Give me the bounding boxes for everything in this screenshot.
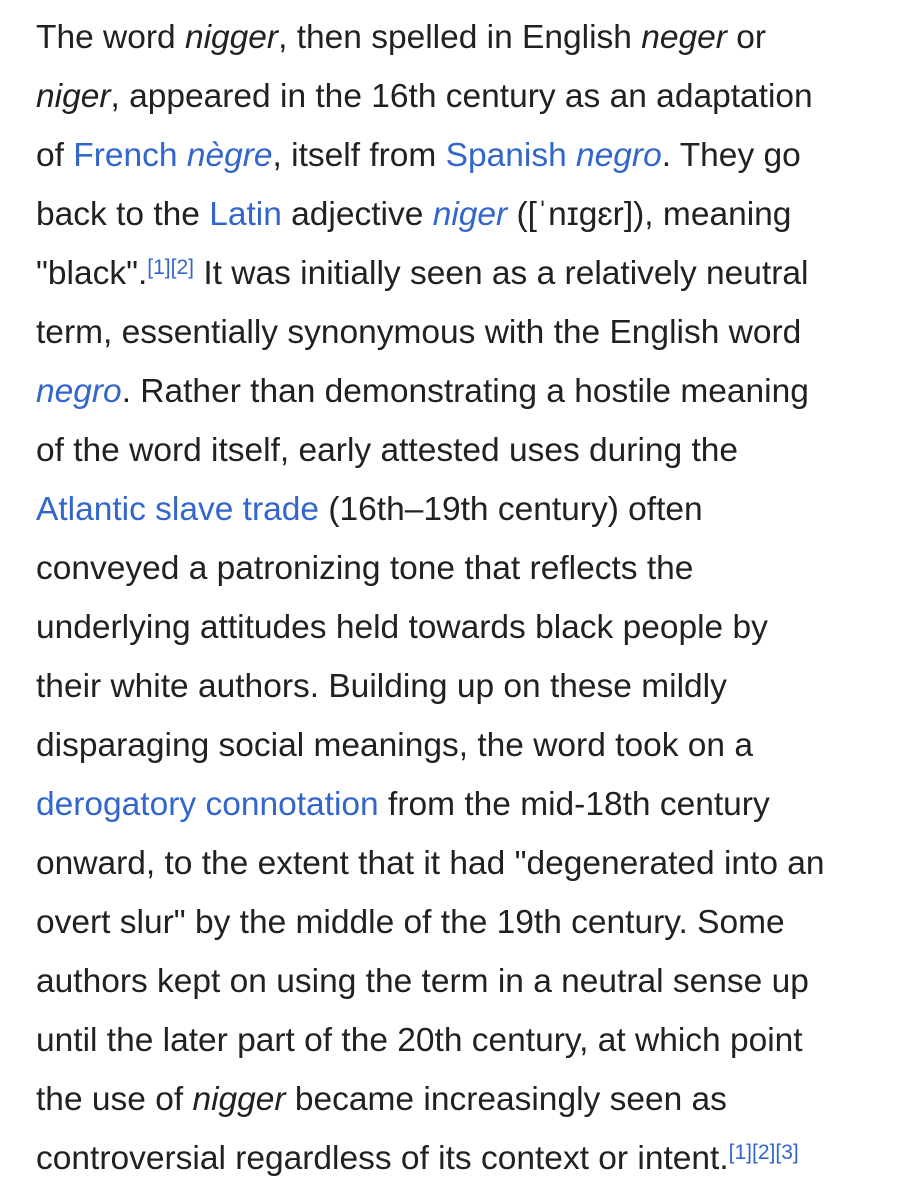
body-text: , appeared in the 16th century as an adaptation (110, 78, 813, 115)
citation-link[interactable]: [3] (775, 1140, 799, 1164)
paragraph-line (36, 421, 886, 480)
body-text: ), meaning (633, 196, 792, 233)
paragraph-line (36, 126, 886, 185)
derogatory-connotation-link[interactable]: derogatory connotation (36, 786, 379, 823)
paragraph-line (36, 185, 886, 244)
body-text: . Rather than demonstrating a hostile meaning (121, 373, 809, 410)
latin-language-link[interactable]: Latin (209, 196, 282, 233)
atlantic-slave-trade-link[interactable]: Atlantic slave trade (36, 491, 320, 528)
body-text: of (36, 137, 74, 174)
article-paragraph (36, 8, 886, 1188)
body-text: term, essentially synonymous with the English word (36, 314, 802, 351)
body-text: onward, to the extent that it had "degenerated into an (36, 845, 825, 882)
body-text: "black". (36, 255, 148, 292)
body-text: conveyed a patronizing tone that reflects the (36, 550, 694, 587)
body-text: or (726, 19, 767, 56)
italic-term: neger (641, 19, 727, 56)
body-text: adjective (281, 196, 433, 233)
body-text: authors kept on using the term in a neutral sense up (36, 963, 809, 1000)
french-language-link[interactable]: French (73, 137, 187, 174)
body-text: the use of (36, 1081, 193, 1118)
italic-term: nigger (184, 19, 279, 56)
body-text: controversial regardless of its context or intent. (36, 1140, 729, 1177)
paragraph-line (36, 303, 886, 362)
body-text: , then spelled in English (278, 19, 642, 56)
citation-link[interactable]: [1] (147, 255, 171, 279)
body-text: of the word itself, early attested uses during the (36, 432, 739, 469)
body-text: . They go (661, 137, 801, 174)
body-text: overt slur" by the middle of the 19th century. Some (36, 904, 785, 941)
negro-spanish-link[interactable]: negro (576, 137, 662, 174)
ipa-pronunciation: [ˈnɪɡɛr] (527, 196, 634, 233)
paragraph-line (36, 1129, 886, 1188)
citation-link[interactable]: [2] (752, 1140, 776, 1164)
paragraph-line (36, 1070, 886, 1129)
italic-term: nigger (192, 1081, 286, 1118)
paragraph-line (36, 952, 886, 1011)
body-text: disparaging social meanings, the word took on a (36, 727, 753, 764)
paragraph-line (36, 598, 886, 657)
paragraph-line (36, 480, 886, 539)
negro-link[interactable]: negro (36, 373, 122, 410)
paragraph-line (36, 716, 886, 775)
body-text: (16th–19th century) often (319, 491, 703, 528)
paragraph-line (36, 244, 886, 303)
body-text: It was initially seen as a relatively neutral (194, 255, 809, 292)
body-text: their white authors. Building up on these mildly (36, 668, 727, 705)
paragraph-line (36, 539, 886, 598)
paragraph-line (36, 834, 886, 893)
body-text: , itself from (272, 137, 446, 174)
citation-link[interactable]: [2] (170, 255, 195, 279)
body-text: from the mid-18th century (378, 786, 770, 823)
paragraph-line (36, 775, 886, 834)
body-text: became increasingly seen as (285, 1081, 727, 1118)
body-text: back to the (36, 196, 210, 233)
paragraph-line (36, 8, 886, 67)
paragraph-line (36, 893, 886, 952)
niger-latin-link[interactable]: niger (432, 196, 508, 233)
body-text: underlying attitudes held towards black people by (36, 609, 768, 646)
citation-link[interactable]: [1] (728, 1140, 753, 1164)
paragraph-line (36, 1011, 886, 1070)
italic-term: niger (36, 78, 111, 115)
paragraph-line (36, 362, 886, 421)
body-text: The word (36, 19, 185, 56)
spanish-language-link[interactable]: Spanish (445, 137, 577, 174)
body-text: until the later part of the 20th century, at which point (36, 1022, 803, 1059)
body-text: ( (507, 196, 528, 233)
paragraph-line (36, 67, 886, 126)
negre-link[interactable]: nègre (186, 137, 273, 174)
paragraph-line (36, 657, 886, 716)
